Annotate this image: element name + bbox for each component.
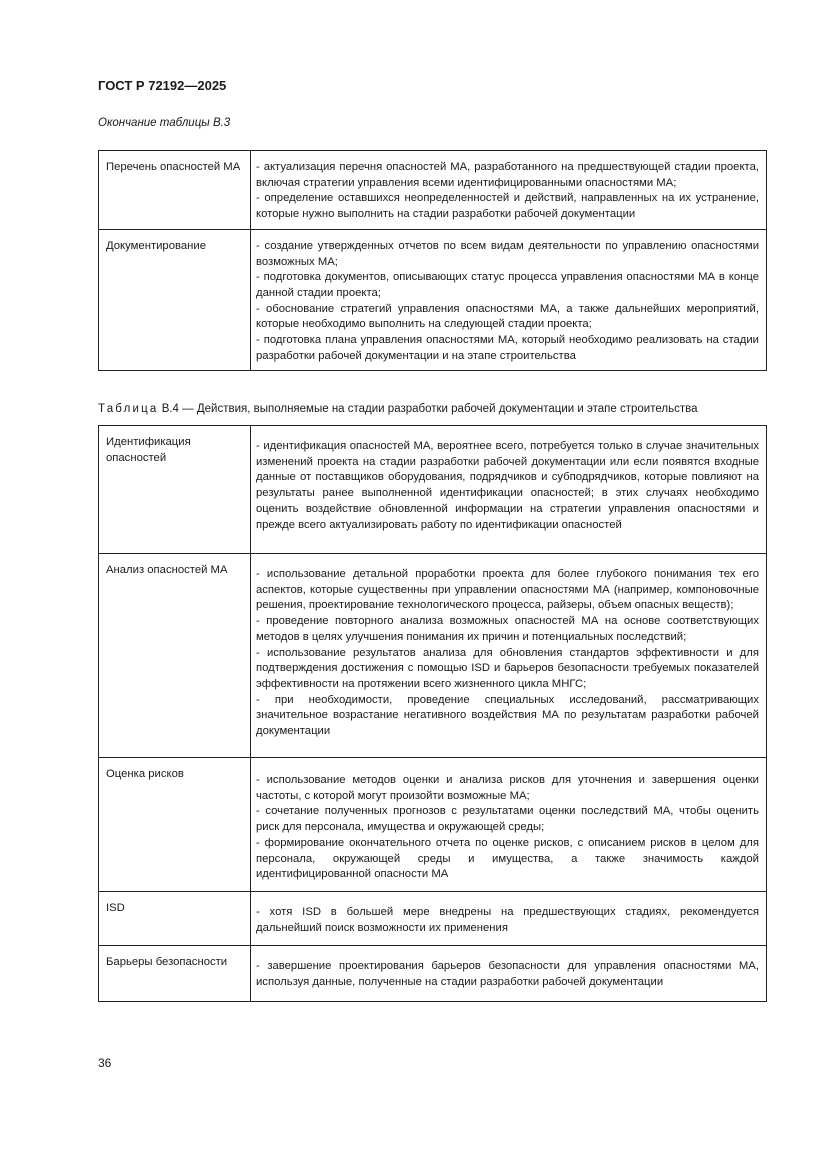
row-term [99, 554, 251, 758]
table-caption [98, 403, 697, 415]
row-description [251, 151, 767, 230]
row-term [99, 892, 251, 946]
row-term [99, 758, 251, 892]
row-term [99, 426, 251, 554]
term-text: Идентификация опасностей [106, 436, 191, 464]
table-b4 [98, 425, 767, 1002]
list-item: - сочетание полученных прогнозов с результатами оценки последствий МА, чтобы оценить риск для персонала, имущества и окружающей среды; [256, 805, 759, 834]
table-b3-end [98, 150, 767, 371]
row-description [251, 229, 767, 371]
table-continuation-label: Окончание таблицы В.3 [98, 117, 231, 129]
standard-header: ГОСТ Р 72192—2025 [98, 78, 227, 93]
list-item: - проведение повторного анализа возможных опасностей МА на основе соответствующих методов в целях улучшения понимания их причин и потенциальных последствий; [256, 615, 759, 643]
list-item: - использование результатов анализа для обновления стандартов эффективности и для подтверждения достижения с помощью ISD и барьеров безопасности требуемых показателей эффективности на протяжении всего жизненного цикла МНГС; [256, 646, 759, 690]
page-number: 36 [98, 1056, 112, 1070]
term-text: Барьеры безопасности [106, 956, 228, 968]
row-description [251, 758, 767, 892]
term-text: Перечень опасностей МА [106, 161, 241, 173]
table-row [99, 229, 767, 371]
term-text: Оценка рисков [106, 768, 184, 780]
list-item: - определение оставшихся неопределенностей и действий, направленных на их устранение, которые нужно выполнить на стадии разработки рабочей документации [256, 192, 759, 221]
list-item: - при необходимости, проведение специальных исследований, рассматривающих значительное возрастание негативного воздействия МА по результатам разработки рабочей документации [256, 693, 759, 738]
row-description [251, 426, 767, 554]
list-item: - подготовка плана управления опасностями МА, который необходимо реализовать на стадии разработки рабочей документации и на этапе строительства [256, 334, 759, 362]
list-item: - хотя ISD в большей мере внедрены на предшествующих стадиях, рекомендуется дальнейший поиск возможности их применения [256, 906, 759, 934]
row-term [99, 946, 251, 1002]
table-row [99, 946, 767, 1002]
term-text: Документирование [106, 239, 206, 252]
table-row [99, 151, 767, 230]
table-row [99, 892, 767, 946]
term-text: ISD [106, 902, 125, 914]
table-row [99, 426, 767, 554]
row-description [251, 892, 767, 946]
table-row [99, 758, 767, 892]
list-item: - подготовка документов, описывающих статус процесса управления опасностями МА в конце данной стадии проекта; [256, 271, 759, 299]
row-description [251, 946, 767, 1002]
caption-word: Таблица [98, 403, 159, 415]
list-item: - завершение проектирования барьеров безопасности для управления опасностями МА, используя данные, полученные на стадии разработки рабочей документации [256, 960, 759, 988]
list-item: - идентификация опасностей МА, вероятнее всего, потребуется только в случае значительных изменений проекта на стадии разработки рабочей документации или если появятся входные данные от поставщиков оборудования, подрядчиков и субподрядчиков, которые повлияют на результаты ранее выполненной идентификации опасностей; в этих случаях необходимо оценить воздействие обновленной информации на стратегии управления опасностями и прежде всего актуализировать работу по идентификации опасностей [256, 440, 759, 531]
list-item: - использование методов оценки и анализа рисков для уточнения и завершения оценки частоты, с которой могут произойти возможные МА; [256, 774, 759, 802]
caption-text: В.4 — Действия, выполняемые на стадии разработки рабочей документации и этапе строительства [158, 403, 698, 415]
list-item: - обоснование стратегий управления опасностями МА, а также дальнейших мероприятий, которые необходимо выполнить на следующей стадии проекта; [256, 302, 759, 331]
list-item: - актуализация перечня опасностей МА, разработанного на предшествующей стадии проекта, включая стратегии управления всеми идентифицированными опасностями МА; [256, 161, 759, 189]
row-description [251, 554, 767, 758]
list-item: - формирование окончательного отчета по оценке рисков, с описанием рисков в целом для персонала, окружающей среды и имущества, а также значимость каждой идентифицированной опасности МА [256, 836, 759, 881]
term-text: Анализ опасностей МА [106, 564, 228, 576]
table-row [99, 554, 767, 758]
row-term [99, 151, 251, 230]
list-item: - создание утвержденных отчетов по всем видам деятельности по управлению опасностями возможных МА; [256, 239, 759, 268]
list-item: - использование детальной проработки проекта для более глубокого понимания тех его аспектов, которые существенны при управлении опасностями МА (например, компоновочные решения, проектирование технологического процесса, райзеры, объем опасных веществ); [256, 568, 759, 612]
row-term [99, 229, 251, 371]
